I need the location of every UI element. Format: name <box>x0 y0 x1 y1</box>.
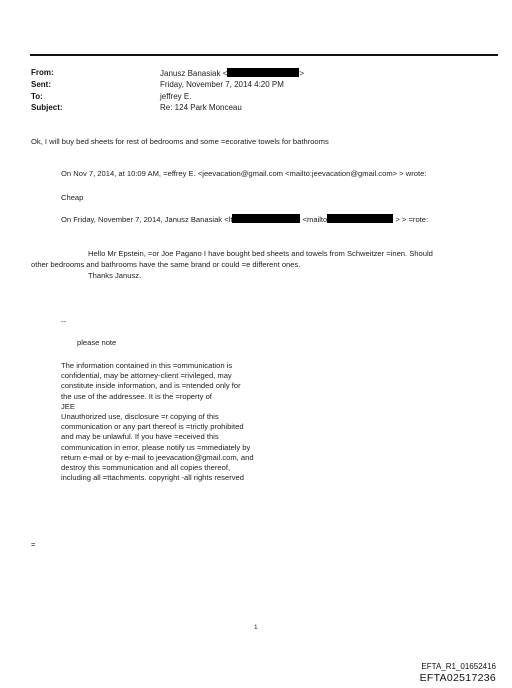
quote2-header-start: On Friday, November 7, 2014, Janusz Banasiak <lt <box>61 215 233 224</box>
from-bracket: > <box>299 69 305 78</box>
reply-text: Ok, I will buy bed sheets for rest of bedrooms and some =ecorative towels for bathrooms <box>31 137 329 146</box>
disclaimer-line: JEE <box>61 401 75 411</box>
quote1-header: On Nov 7, 2014, at 10:09 AM, =effrey E. <jeevacation@gmail.com <mailto:jeevacation@gmail.com> > wrote: <box>61 169 427 178</box>
quote2-header-end: > > =rote: <box>395 215 429 224</box>
disclaimer-line: confidential, may be attorney-client =rivileged, may <box>61 371 232 381</box>
signature-note: please note <box>77 338 117 347</box>
subject-label: Subject: <box>31 103 63 112</box>
disclaimer-line: return e-mail or by e-mail to jeevacation@gmail.com, and <box>61 452 254 462</box>
redaction-box <box>327 214 393 223</box>
document-id-large: EFTA02517236 <box>419 672 496 684</box>
quote2-line2: other bedrooms and bathrooms have the same brand or could =e different ones. <box>31 260 301 269</box>
from-value <box>160 68 304 78</box>
disclaimer-line: and may be unlawful. If you have =eceived this <box>61 432 219 442</box>
page-number: 1 <box>254 624 258 631</box>
header-divider <box>30 54 498 56</box>
to-value: jeffrey E. <box>160 92 192 101</box>
subject-value: Re: 124 Park Monceau <box>160 103 242 112</box>
from-name: Janusz Banasiak < <box>160 69 228 78</box>
quote2-line1: Hello Mr Epstein, =or Joe Pagano I have bought bed sheets and towels from Schweitzer =inen. Should <box>88 249 433 258</box>
quote1-text: Cheap <box>61 193 84 202</box>
disclaimer-line: communication in error, please notify us =mmediately by <box>61 442 251 452</box>
disclaimer-line: the use of the addressee. It is the =roperty of <box>61 391 212 401</box>
disclaimer-line: including all =ttachments. copyright -all rights reserved <box>61 473 244 483</box>
to-label: To: <box>31 92 43 101</box>
disclaimer-line: constitute inside information, and is =ntended only for <box>61 381 241 391</box>
trailing-mark: = <box>31 540 36 549</box>
from-label: From: <box>31 68 54 77</box>
signature-separator: -- <box>61 317 67 326</box>
sent-label: Sent: <box>31 80 51 89</box>
document-id-small: EFTA_R1_01652416 <box>421 662 496 671</box>
redaction-box <box>232 214 300 223</box>
disclaimer-line: Unauthorized use, disclosure =r copying of this <box>61 411 219 421</box>
quote2-header <box>61 214 428 224</box>
redaction-box <box>227 68 299 77</box>
sent-value: Friday, November 7, 2014 4:20 PM <box>160 80 284 89</box>
disclaimer-line: communication or any part thereof is =trictly prohibited <box>61 422 244 432</box>
quote2-sign: Thanks Janusz. <box>88 271 142 280</box>
disclaimer-line: destroy this =ommunication and all copies thereof, <box>61 462 231 472</box>
disclaimer-line: The information contained in this =ommunication is <box>61 361 233 370</box>
quote2-header-mid: <mailto <box>302 215 328 224</box>
confidentiality-disclaimer <box>61 361 254 483</box>
